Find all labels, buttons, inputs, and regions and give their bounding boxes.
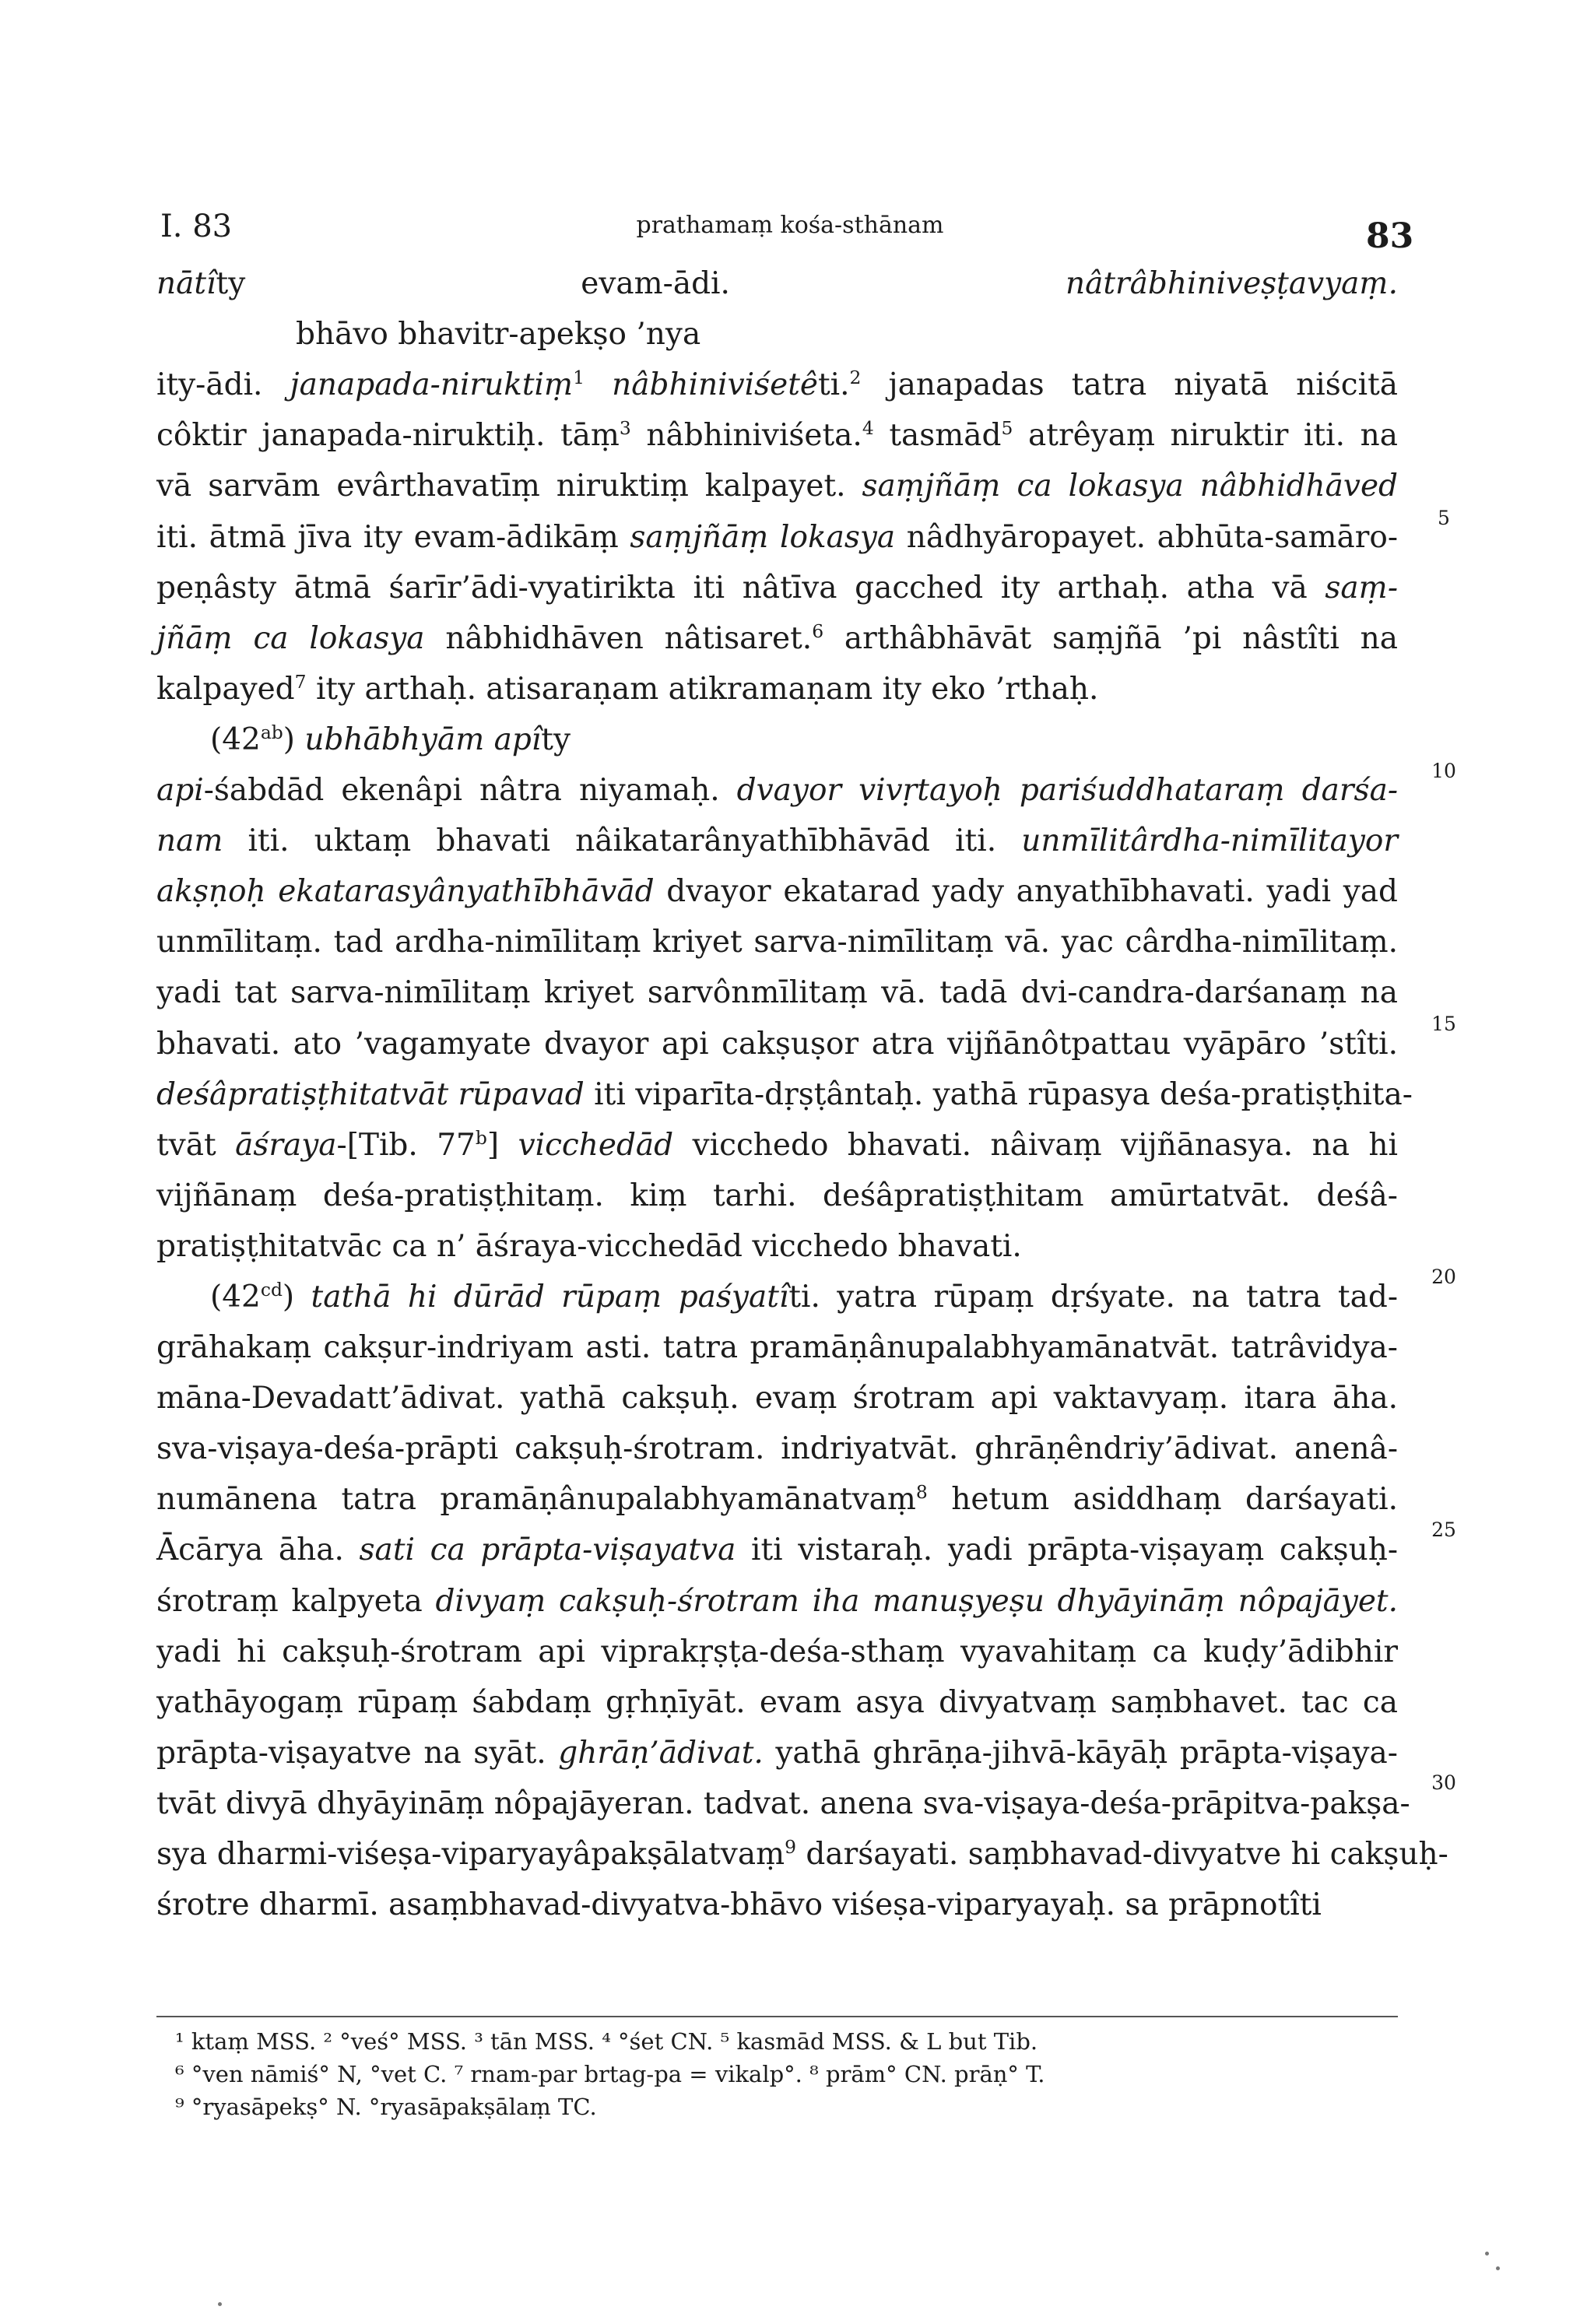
line-number: 25 <box>1431 1518 1456 1541</box>
text-line <box>210 1274 1398 1321</box>
text-line <box>156 463 1398 510</box>
italic-text: nâtrâbhiniveṣṭavyaṃ. <box>1065 266 1398 301</box>
text-run: nâbhiniviśeta. <box>630 418 862 453</box>
text-run: vijñānaṃ deśa-pratiṣṭhitaṃ. kiṃ tarhi. deśâpratiṣṭhitam amūrtatvāt. deśâ- <box>156 1178 1398 1213</box>
text-line <box>156 1223 1398 1270</box>
text-run: dvayor ekatarad yady anyathībhavati. yadi yad <box>654 874 1399 909</box>
italic-text: nātî <box>156 266 216 301</box>
text-run: darśayati. saṃbhavad-divyatve hi cakṣuḥ- <box>795 1837 1448 1872</box>
italic-text: akṣṇoḥ ekatarasyânyathībhāvād <box>156 874 655 909</box>
text-run: śrotre dharmī. asaṃbhavad-divyatva-bhāvo viśeṣa-viparyayaḥ. sa prāpnotîti <box>156 1887 1322 1922</box>
text-line <box>156 616 1398 662</box>
line-number: 20 <box>1431 1266 1456 1288</box>
text-run: ) <box>283 722 305 757</box>
page-number: 83 <box>1366 216 1414 256</box>
footnote-marker: 8 <box>915 1481 928 1503</box>
text-run: tvāt divyā dhyāyināṃ nôpajāyeran. tadvat. anena sva-viṣaya-deśa-prāpitva-pakṣa- <box>156 1786 1410 1821</box>
line-number: 5 <box>1438 507 1450 529</box>
text-run: ] <box>486 1128 518 1163</box>
italic-text: ghrāṇ’ādivat. <box>558 1736 764 1771</box>
text-run: tasmād <box>873 418 1002 453</box>
italic-text: nam <box>156 823 223 858</box>
footnote-marker: b <box>475 1127 487 1149</box>
text-run: iti. uktaṃ bhavati nâikatarânyathībhāvād iti. <box>223 823 1022 858</box>
text-run: ty evam-ādi. <box>216 266 1066 301</box>
italic-text: ubhābhyām apî <box>304 722 542 757</box>
text-run: bhavati. ato ’vagamyate dvayor api cakṣuṣor atra vijñānôtpattau vyāpāro ’stîti. <box>156 1027 1398 1062</box>
italic-text: deśâpratiṣṭhitatvāt rūpavad <box>156 1077 585 1112</box>
text-run: iti viparīta-dṛṣṭântaḥ. yathā rūpasya deśa-pratiṣṭhita- <box>584 1077 1413 1112</box>
text-run: numānena tatra pramāṇânupalabhyamānatvaṃ <box>156 1482 916 1517</box>
text-line <box>156 1325 1398 1371</box>
text-run: yadi hi cakṣuḥ-śrotram api viprakṛṣṭa-deśa-sthaṃ vyavahitaṃ ca kuḍy’ādibhir <box>156 1634 1398 1669</box>
text-line <box>156 970 1398 1016</box>
footnote-line: ¹ ktaṃ MSS. ² °veś° MSS. ³ tān MSS. ⁴ °śet CN. ⁵ kasmād MSS. & L but Tib. <box>175 2028 1038 2055</box>
italic-text: tathā hi dūrād rūpaṃ paśyatî <box>311 1280 789 1315</box>
text-run: côktir janapada-niruktiḥ. tāṃ <box>156 418 620 453</box>
footnote-marker: 7 <box>294 671 307 693</box>
text-line <box>156 1375 1398 1422</box>
text-line <box>156 362 1398 409</box>
text-run: grāhakaṃ cakṣur-indriyam asti. tatra pramāṇânupalabhyamānatvāt. tatrâvidya- <box>156 1330 1398 1365</box>
italic-text: vicchedād <box>518 1128 674 1163</box>
text-run: ) <box>282 1280 311 1315</box>
footnote-line: ⁶ °ven nāmiś° N, °vet C. ⁷ rnam-par brtag-pa = vikalp°. ⁸ prām° CN. prāṇ° T. <box>175 2061 1045 2087</box>
italic-text: āśraya <box>235 1128 337 1163</box>
scan-speck <box>1496 2266 1500 2270</box>
text-run: (42 <box>210 722 261 757</box>
text-line <box>156 1527 1398 1574</box>
text-run: -[Tib. 77 <box>336 1128 476 1163</box>
footnote-marker: 4 <box>862 417 874 439</box>
text-line <box>156 514 1398 561</box>
text-run: ity arthaḥ. atisaraṇam atikramaṇam ity eko ’rthaḥ. <box>306 672 1099 707</box>
text-run: sva-viṣaya-deśa-prāpti cakṣuḥ-śrotram. indriyatvāt. ghrāṇêndriy’ādivat. anenâ- <box>156 1431 1398 1466</box>
line-number: 15 <box>1431 1013 1456 1035</box>
text-run: nâbhidhāven nâtisaret. <box>424 621 813 656</box>
italic-text: divyaṃ cakṣuḥ-śrotram iha manuṣyeṣu dhyāyināṃ nôpajāyet. <box>435 1584 1398 1619</box>
running-header-section: I. 83 <box>160 209 233 244</box>
text-run: tvāt <box>156 1128 236 1163</box>
footnote-marker: ab <box>260 721 283 743</box>
running-header-title: prathamaṃ kośa-sthānam <box>636 212 944 239</box>
text-run: -śabdād ekenâpi nâtra niyamaḥ. <box>203 773 737 808</box>
text-line <box>156 1072 1413 1118</box>
italic-text: saṃjñāṃ ca lokasya nâbhidhāved <box>862 469 1398 504</box>
text-run: kalpayed <box>156 672 295 707</box>
text-line <box>156 261 1398 307</box>
text-run: hetum asiddhaṃ darśayati. <box>927 1482 1398 1517</box>
text-line <box>156 1426 1398 1473</box>
footnote-marker: cd <box>260 1279 283 1301</box>
text-line <box>156 1680 1398 1726</box>
line-number: 30 <box>1431 1771 1456 1794</box>
text-line <box>156 1781 1410 1827</box>
text-line <box>156 666 1398 713</box>
italic-text: sati ca prāpta-viṣayatva <box>359 1532 736 1567</box>
text-run: (42 <box>210 1280 261 1315</box>
italic-text: api <box>156 773 204 808</box>
text-run: atrêyaṃ niruktir iti. na <box>1013 418 1398 453</box>
text-run: peṇâsty ātmā śarīr’ādi-vyatirikta iti nâtīva gacched ity arthaḥ. atha vā <box>156 570 1325 606</box>
text-run: nâdhyāropayet. abhūta-samāro- <box>895 520 1399 555</box>
text-line <box>210 717 1398 764</box>
italic-text: janapada-niruktiṃ <box>290 367 574 402</box>
text-run: ity-ādi. <box>156 367 290 402</box>
text-run: māna-Devadatt’ādivat. yathā cakṣuḥ. evaṃ śrotram api vaktavyaṃ. itara āha. <box>156 1381 1398 1416</box>
text-run: yadi tat sarva-nimīlitaṃ kriyet sarvônmīlitaṃ vā. tadā dvi-candra-darśanaṃ na <box>156 975 1398 1010</box>
footnote-marker: 2 <box>849 367 862 388</box>
text-run: yathāyogaṃ rūpaṃ śabdaṃ gṛhṇīyāt. evam asya divyatvaṃ saṃbhavet. tac ca <box>156 1685 1398 1720</box>
line-number: 10 <box>1431 760 1456 782</box>
text-line <box>156 1476 1398 1523</box>
text-run: ti. yatra rūpaṃ dṛśyate. na tatra tad- <box>788 1280 1398 1315</box>
italic-text: jñāṃ ca lokasya <box>156 621 425 656</box>
scan-speck <box>218 2302 222 2306</box>
text-line <box>156 1122 1398 1169</box>
footnote-marker: 5 <box>1001 417 1013 439</box>
italic-text: saṃ- <box>1325 570 1398 606</box>
scan-speck <box>1485 2252 1489 2256</box>
text-run: vā sarvām evârthavatīṃ niruktiṃ kalpayet. <box>156 469 862 504</box>
italic-text: unmīlitârdha-nimīlitayor <box>1021 823 1398 858</box>
italic-text: saṃjñāṃ lokasya <box>630 520 896 555</box>
text-line <box>156 565 1398 612</box>
text-run: sya dharmi-viśeṣa-viparyayâpakṣālatvaṃ <box>156 1837 785 1872</box>
italic-text: dvayor vivṛtayoḥ pariśuddhataraṃ darśa- <box>736 773 1399 808</box>
text-run: arthâbhāvāt saṃjñā ’pi nâstîti na <box>823 621 1398 656</box>
text-run: vicchedo bhavati. nâivaṃ vijñānasya. na hi <box>673 1128 1399 1163</box>
footnote-marker: 3 <box>619 417 631 439</box>
text-line <box>156 869 1398 915</box>
text-run: janapadas tatra niyatā niścitā <box>861 367 1398 402</box>
text-line <box>156 1730 1398 1777</box>
footnote-rule <box>156 2016 1398 2017</box>
text-run: iti vistaraḥ. yadi prāpta-viṣayaṃ cakṣuḥ- <box>736 1532 1399 1567</box>
text-line <box>156 412 1398 459</box>
text-run: śrotraṃ kalpyeta <box>156 1584 436 1619</box>
italic-text: nâbhiniviśetê <box>612 367 818 402</box>
text-run: ty <box>541 722 571 757</box>
text-line <box>156 1882 1398 1929</box>
footnote-marker: 1 <box>573 367 585 388</box>
text-run: iti. ātmā jīva ity evam-ādikāṃ <box>156 520 630 555</box>
text-line <box>156 919 1398 966</box>
text-line <box>156 1831 1448 1878</box>
text-line <box>156 818 1398 865</box>
footnote-marker: 6 <box>812 620 824 642</box>
text-run: bhāvo bhavitr-apekṣo ’nya <box>296 317 701 352</box>
text-line <box>296 311 700 358</box>
text-run: yathā ghrāṇa-jihvā-kāyāḥ prāpta-viṣaya- <box>763 1736 1398 1771</box>
text-run: ti. <box>818 367 850 402</box>
text-line <box>156 1629 1398 1676</box>
text-line <box>156 767 1398 814</box>
text-line <box>156 1021 1398 1068</box>
text-line <box>156 1578 1398 1625</box>
text-run: unmīlitaṃ. tad ardha-nimīlitaṃ kriyet sarva-nimīlitaṃ vā. yac cârdha-nimīlitaṃ. <box>156 925 1398 960</box>
footnote-marker: 9 <box>785 1836 796 1858</box>
text-run <box>585 367 612 402</box>
text-run: prāpta-viṣayatve na syāt. <box>156 1736 559 1771</box>
text-run: pratiṣṭhitatvāc ca n’ āśraya-vicchedād vicchedo bhavati. <box>156 1229 1022 1264</box>
text-line <box>156 1173 1398 1220</box>
footnote-line: ⁹ °ryasāpekṣ° N. °ryasāpakṣālaṃ TC. <box>175 2094 597 2120</box>
text-run: Ācārya āha. <box>156 1532 360 1567</box>
